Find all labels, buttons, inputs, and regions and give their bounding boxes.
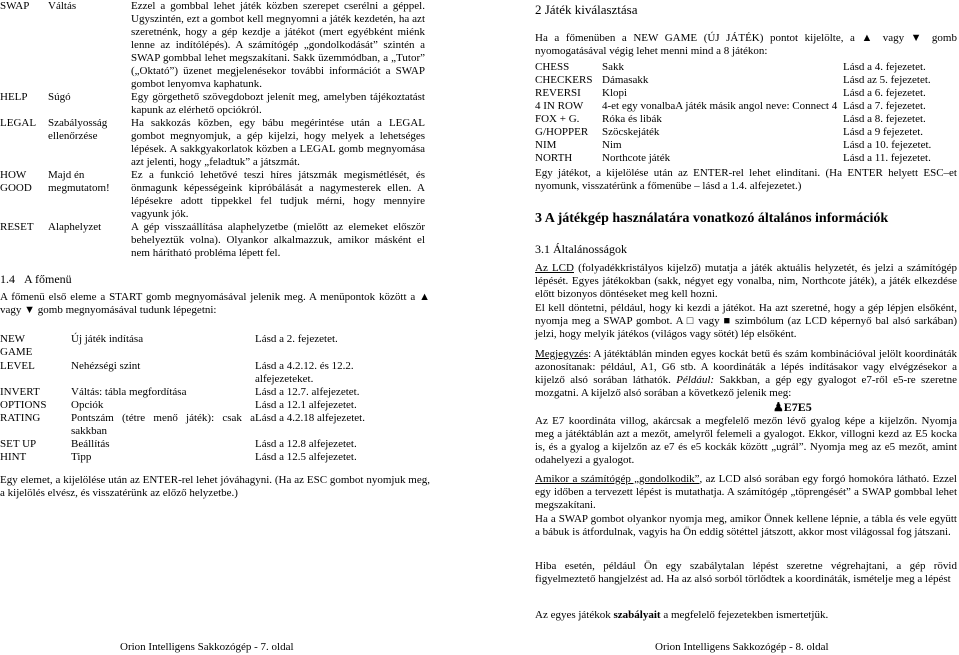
section-heading-3: 3 A játékgép használatára vonatkozó általános információk <box>535 211 889 226</box>
game-desc: Róka és libák <box>602 113 662 125</box>
definition-text: A gép visszaállítása alaphelyzetbe (mielőtt az elemeket először behelyeztük volna). Olyankor alkalmazzuk, amikor másként el nem hárítható probléma lépett fel. <box>131 221 425 259</box>
paragraph-error: Hiba esetén, például Ön egy szabálytalan lépést szeretne végrehajtani, a gép rövid figyelmeztető hangjelzést ad. Ha az alsó sorból törlődtek a koordináták, ismételje meg a lépést <box>535 560 957 585</box>
game-ref: Lásd a 4. fejezetet. <box>843 61 926 73</box>
definition-key: SWAP <box>0 0 30 12</box>
definition-text: Ez a funkció lehetővé teszi híres játszmák megismétlését, és önmagunk képességeink kipróbálását a nagymesterek ellen. A lépésekre adott tippekkel fel tudjuk mérni, hogy mennyire vagyunk jók. <box>131 169 425 220</box>
menu-outro: Egy elemet, a kijelölése után az ENTER-rel lehet jóváhagyni. (Ha az ESC gombot nyomjuk meg, a kijelölés elvész, és visszatérünk az előző helyzetbe.) <box>0 474 430 499</box>
paragraph-move: Az E7 koordináta villog, akárcsak a megfelelő mezőn lévő gyalog képe a kijelzőn. Nyomja meg a játéktáblán azt a mezőt, amelyről felemeli a gyalogot. Ekkor, villogni kezd az E5 kocka is, és a gyalog a kijelzőn az e7 és e5 kockák között „ugrál”. Nyomja meg az e5 mezőt, amint odahelyezi a gyalogot. <box>535 415 957 466</box>
section-number: 1.4 <box>0 272 15 286</box>
menu-key: NEW GAME <box>0 333 33 358</box>
section-heading-2: 2 Játék kiválasztása <box>535 2 638 17</box>
game-key: CHESS <box>535 61 570 73</box>
game-ref: Lásd a 7. fejezetet. <box>843 100 926 112</box>
menu-desc: Új játék indítása <box>71 333 144 345</box>
section-title: A főmenü <box>24 272 72 286</box>
paragraph-note <box>535 348 957 400</box>
game-ref: Lásd a 6. fejezetet. <box>843 87 926 99</box>
menu-ref: Lásd a 12.7. alfejezetet. <box>255 386 360 398</box>
definition-text: Ezzel a gombbal lehet játék közben szerepet cserélni a géppel. Ugyszintén, ezt a gombot kell megnyomni a játék kezdetén, ha azt szeretnénk, hogy a gép kezdje a játékot (mert egyébként miénk lenne az indítólépés). A számítógép „gondolkodását” szintén a SWAP gombbal lehet megszakítani. Sakk üzemmódban, a „Tutor” („Oktató”) üzenet megjelenésekor további információt a SWAP gombot lenyomva kaphatunk. <box>131 0 425 90</box>
game-desc: Northcote játék <box>602 152 671 164</box>
menu-ref: Lásd a 12.8 alfejezetet. <box>255 438 357 450</box>
menu-desc: Nehézségi szint <box>71 360 141 372</box>
game-desc: Nim <box>602 139 622 151</box>
definition-name: Szabályosság ellenőrzése <box>48 117 108 142</box>
section-heading-3-1: 3.1 Általánosságok <box>535 242 627 256</box>
menu-key: LEVEL <box>0 360 35 372</box>
thinking-label: Amikor a számítógép „gondolkodik” <box>535 473 700 485</box>
note-text-a: : A játéktáblán minden egyes kockát betű és szám kombinációval jelölt koordináták azonosítanak: például, A1, G6 stb. A koordináták a lépés indításakor vagy elvégzésekor a kijelző alsó sorában láthatók. <box>535 348 957 386</box>
games-intro: Ha a főmenüben a NEW GAME (ÚJ JÁTÉK) pontot kijelölte, a ▲ vagy ▼ gomb nyomogatásával végig lehet menni mind a 8 játékon: <box>535 32 957 57</box>
paragraph-flip: Ha a SWAP gombot olyankor nyomja meg, amikor Önnek kellene lépnie, a tábla és vele együtt a bábuk is átfordulnak, vagyis ha Ön eddig sötéttel játszott, akkor most világossal fog játszani. <box>535 513 957 538</box>
game-key: FOX + G. <box>535 113 580 125</box>
paragraph-thinking <box>535 473 957 512</box>
game-ref: Lásd a 9 fejezetet. <box>843 126 924 138</box>
thinking-text: , az LCD alsó sorában egy forgó homokóra látható. Ezzel egy időben a tervezett lépést is mutathatja. A számítógép „töprengését” a SWAP gombbal lehet megszakítani. <box>535 473 957 511</box>
game-key: NIM <box>535 139 557 151</box>
definition-key: HELP <box>0 91 28 103</box>
paragraph-swap: El kell döntetni, például, hogy ki kezdi a játékot. Ha azt szeretné, hogy a gép lépjen elsőként, nyomja meg a SWAP gombot. A □ vagy ■ szimbólum (az LCD képernyő bal alsó sarkában) jelzi, hogy melyik játékos (világos vagy sötét) lép elsőként. <box>535 302 957 340</box>
definition-name: Alaphelyzet <box>48 221 102 233</box>
rules-bold: szabályait <box>613 609 661 621</box>
menu-ref: Lásd a 12.1 alfejezetet. <box>255 399 357 411</box>
menu-key: SET UP <box>0 438 37 450</box>
game-ref: Lásd a 11. fejezetet. <box>843 152 931 164</box>
paragraph-lcd <box>535 262 957 301</box>
menu-desc: Pontszám (tétre menő játék): csak a sakkban <box>71 412 255 437</box>
lcd-move-display: ♟E7E5 <box>773 400 812 414</box>
menu-desc: Opciók <box>71 399 104 411</box>
game-desc: Dámasakk <box>602 74 649 86</box>
paragraph-lcd-text: (folyadékkristályos kijelző) mutatja a játék aktuális helyzetét, és jelzi a számítógép lépését. Egyes játékokban (sakk, négyet egy vonalba, nim, Northcote játék), a játék elkezdése előtt bizonyos döntéseket meg kell hozni. <box>535 262 957 300</box>
menu-desc: Beállítás <box>71 438 110 450</box>
game-desc: Szöcskejáték <box>602 126 660 138</box>
menu-intro: A főmenü első eleme a START gomb megnyomásával jelenik meg. A menüpontok között a ▲ vagy ▼ gomb megnyomásával tudunk lépegetni: <box>0 291 430 316</box>
lcd-term: Az LCD <box>535 262 574 274</box>
definition-name: Súgó <box>48 91 71 103</box>
definition-key: HOW GOOD <box>0 169 32 194</box>
rules-text-c: a megfelelő fejezetekben ismertetjük. <box>660 609 829 621</box>
game-ref: Lásd a 10. fejezetet. <box>843 139 932 151</box>
example-label: Például: <box>676 374 715 386</box>
definition-text: Ha sakkozás közben, egy bábu megérintése után a LEGAL gombot megnyomjuk, a gép kijelzi, hogy melyek a lehetséges lépések. A sakkgyakorlatok közben a LEGAL gomb megnyomása azt jelenti, hogy „feladtuk” a játszmát. <box>131 117 425 168</box>
definition-name: Majd én megmutatom! <box>48 169 110 194</box>
game-desc: Sakk <box>602 61 624 73</box>
menu-desc: Váltás: tábla megfordítása <box>71 386 187 398</box>
game-key: CHECKERS <box>535 74 593 86</box>
menu-ref: Lásd a 2. fejezetet. <box>255 333 338 345</box>
note-text-b: Sakkban, a gép egy gyalogot e7-ről e5-re szeretne mozgatni. A kijelző alsó sorában a következő jelenik meg: <box>535 374 957 399</box>
definition-name: Váltás <box>48 0 77 12</box>
left-page <box>0 0 445 655</box>
menu-ref: Lásd a 4.2.18 alfejezetet. <box>255 412 365 424</box>
game-key: NORTH <box>535 152 573 164</box>
games-outro: Egy játékot, a kijelölése után az ENTER-rel lehet elindítani. (Ha ENTER helyett ESC–et nyomunk, visszatérünk a főmenübe – lásd a 1.4. alfejezetet.) <box>535 167 957 192</box>
game-desc: Klopi <box>602 87 628 99</box>
definition-key: LEGAL <box>0 117 37 129</box>
menu-key: HINT <box>0 451 27 463</box>
game-ref: Lásd a 8. fejezetet. <box>843 113 926 125</box>
definition-key: RESET <box>0 221 34 233</box>
menu-key: RATING <box>0 412 41 424</box>
page-footer: Orion Intelligens Sakkozógép - 7. oldal <box>120 641 294 653</box>
game-key: REVERSI <box>535 87 581 99</box>
game-key: 4 IN ROW <box>535 100 584 112</box>
game-desc: 4-et egy vonalbaA játék másik angol neve: Connect 4 <box>602 100 838 112</box>
page-footer: Orion Intelligens Sakkozógép - 8. oldal <box>655 641 829 653</box>
section-heading-1-4 <box>0 273 72 286</box>
menu-key: INVERT <box>0 386 40 398</box>
paragraph-rules <box>535 609 957 622</box>
rules-text-a: Az egyes játékok <box>535 609 614 621</box>
definition-text: Egy görgethető szövegdobozt jelenít meg, amelyben tájékoztatást kapunk az elérhető opciókról. <box>131 91 425 116</box>
menu-desc: Tipp <box>71 451 92 463</box>
note-label: Megjegyzés <box>535 348 589 360</box>
menu-ref: Lásd a 12.5 alfejezetet. <box>255 451 357 463</box>
right-page <box>535 0 959 655</box>
game-key: G/HOPPER <box>535 126 589 138</box>
menu-ref: Lásd a 4.2.12. és 12.2. alfejezeteket. <box>255 360 354 385</box>
game-ref: Lásd az 5. fejezetet. <box>843 74 931 86</box>
menu-key: OPTIONS <box>0 399 47 411</box>
